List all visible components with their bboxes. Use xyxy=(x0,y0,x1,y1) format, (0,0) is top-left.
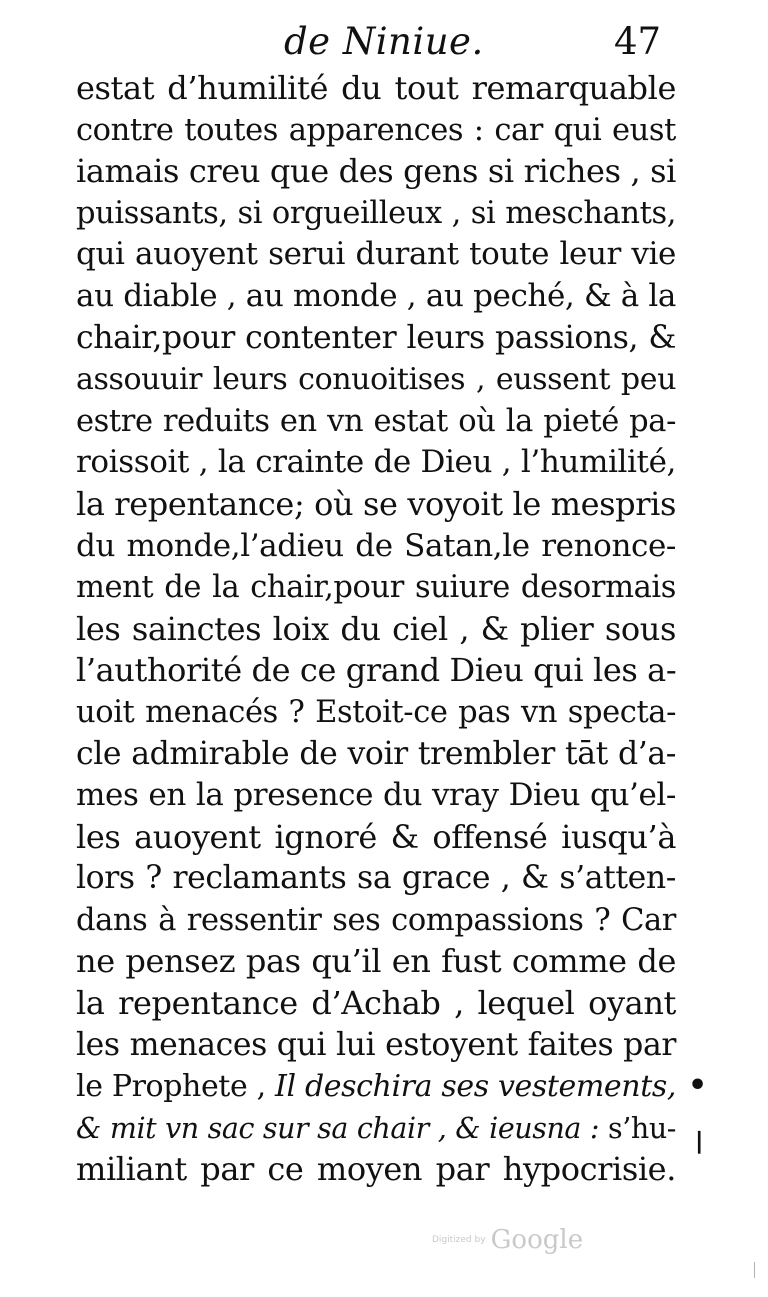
text-line: roissoit , la crainte de Dieu , l’humilité, xyxy=(76,444,676,481)
text-line: estat d’humilité du tout remarquable xyxy=(76,69,676,107)
italic-quotation: Il deschira ses vestements, xyxy=(275,1069,676,1105)
text-line: l’authorité de ce grand Dieu qui les a- xyxy=(76,651,677,690)
roman-text: le Prophete , xyxy=(76,1069,276,1105)
body-text xyxy=(76,68,676,1191)
text-line: lors ? reclamants sa grace , & s’atten- xyxy=(76,860,676,897)
text-line: les sainctes loix du ciel , & plier sous xyxy=(76,609,676,648)
watermark-prefix: Digitized by xyxy=(432,1235,486,1245)
margin-ink-mark: • xyxy=(688,1068,708,1103)
text-line: contre toutes apparences : car qui eust xyxy=(76,112,676,148)
text-line: miliant par ce moyen par hypocrisie. xyxy=(76,1150,676,1189)
text-line: cle admirable de voir trembler tāt d’a- xyxy=(76,735,676,772)
text-line: les menaces qui lui estoyent faites par xyxy=(76,1026,676,1063)
digitization-watermark xyxy=(432,1225,583,1255)
text-line: assouuir leurs conuoitises , eussent peu xyxy=(76,362,676,398)
text-line: la repentance; où se voyoit le mespris xyxy=(76,484,676,523)
text-line: puissants, si orgueilleux , si meschants, xyxy=(76,195,676,231)
text-line: les auoyent ignoré & offensé iusqu’à xyxy=(76,817,676,856)
text-line: qui auoyent serui durant toute leur vie xyxy=(76,236,676,273)
margin-ink-mark: ❘ xyxy=(690,1128,709,1154)
page-edge-mark xyxy=(754,1262,755,1278)
google-logo: Google xyxy=(490,1225,584,1255)
roman-text: s’hu- xyxy=(599,1111,677,1145)
text-line: ment de la chair,pour suiure desormais xyxy=(76,570,676,606)
text-line: du monde,l’adieu de Satan,le renonce- xyxy=(76,527,676,564)
text-line: iamais creu que des gens si riches , si xyxy=(76,152,676,191)
text-line: dans à ressentir ses compassions ? Car xyxy=(76,902,676,938)
text-line: ne pensez pas qu’il en fust comme de xyxy=(76,942,676,981)
text-line-mixed xyxy=(76,1108,676,1150)
page-header xyxy=(0,20,768,66)
running-head: de Niniue. xyxy=(284,20,484,63)
page-number: 47 xyxy=(614,20,662,63)
italic-quotation: & mit vn sac sur sa chair , & ieusna : xyxy=(76,1111,600,1145)
text-line-mixed xyxy=(76,1066,676,1108)
text-line: mes en la presence du vray Dieu qu’el- xyxy=(76,777,676,814)
text-line: estre reduits en vn estat où la pieté pa- xyxy=(76,403,676,439)
text-line: au diable , au monde , au peché, & à la xyxy=(76,277,676,314)
text-line: la repentance d’Achab , lequel oyant xyxy=(76,984,676,1023)
text-line: chair,pour contenter leurs passions, & xyxy=(76,319,676,356)
text-line: uoit menacés ? Estoit-ce pas vn specta- xyxy=(76,694,676,730)
